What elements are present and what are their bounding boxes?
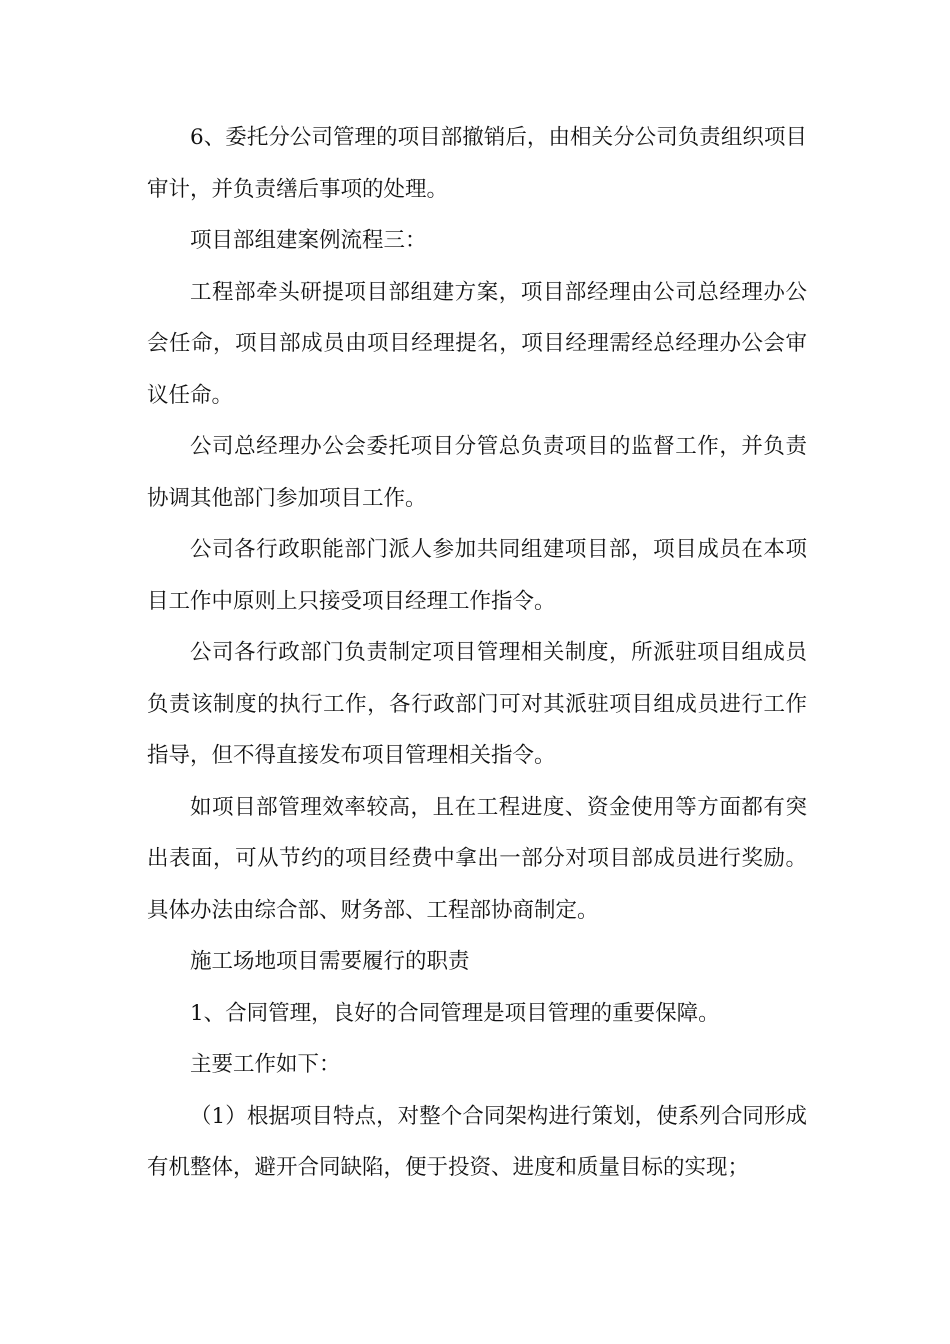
paragraph-site-duties-heading: 施工场地项目需要履行的职责	[190, 949, 470, 974]
paragraph-case-flow-heading: 项目部组建案例流程三：	[190, 228, 427, 253]
paragraph-rewards: 如项目部管理效率较高，且在工程进度、资金使用等方面都有突出表面，可从节约的项目经费中拿出一部分对项目部成员进行奖励。具体办法由综合部、财务部、工程部协商制定。	[147, 794, 807, 923]
paragraph-project-audit: 6、委托分公司管理的项目部撤销后，由相关分公司负责组织项目审计，并负责缮后事项的处理。	[147, 125, 807, 202]
document-body	[147, 112, 807, 1194]
paragraph-departments-staffing: 公司各行政职能部门派人参加共同组建项目部，项目成员在本项目工作中原则上只接受项目经理工作指令。	[147, 537, 807, 614]
paragraph-engineering-plan: 工程部牵头研提项目部组建方案，项目部经理由公司总经理办公会任命，项目部成员由项目经理提名，项目经理需经总经理办公会审议任命。	[147, 279, 807, 408]
paragraph-supervision: 公司总经理办公会委托项目分管总负责项目的监督工作，并负责协调其他部门参加项目工作。	[147, 434, 807, 511]
paragraph-management-rules: 公司各行政部门负责制定项目管理相关制度，所派驻项目组成员负责该制度的执行工作，各行政部门可对其派驻项目组成员进行工作指导，但不得直接发布项目管理相关指令。	[147, 640, 807, 768]
paragraph-contract-planning: （1）根据项目特点，对整个合同架构进行策划，使系列合同形成有机整体，避开合同缺陷，便于投资、进度和质量目标的实现；	[147, 1103, 807, 1180]
paragraph-contract-management: 1、合同管理，良好的合同管理是项目管理的重要保障。	[190, 1000, 720, 1026]
paragraph-main-work: 主要工作如下：	[190, 1052, 341, 1077]
